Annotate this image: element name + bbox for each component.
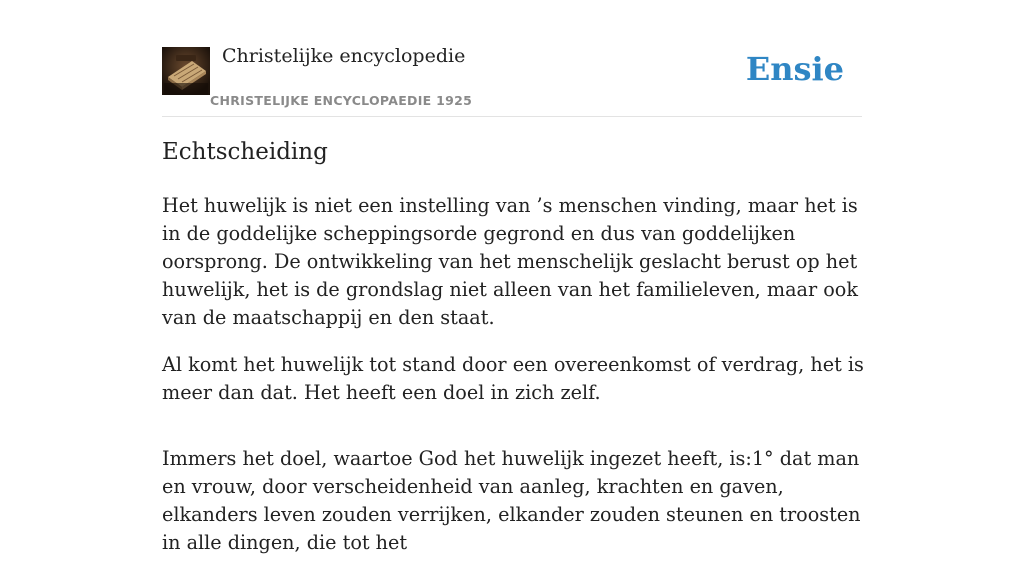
avatar[interactable] <box>162 47 210 95</box>
article-title: Echtscheiding <box>162 139 328 165</box>
article-paragraph: Al komt het huwelijk tot stand door een overeenkomst of verdrag, het is meer dan dat. Het heeft een doel in zich zelf. <box>162 353 864 404</box>
brand-logo[interactable]: Ensie <box>745 50 844 88</box>
book-thumbnail-icon <box>162 47 210 95</box>
site-header <box>162 46 862 117</box>
site-subtitle: CHRISTELIJKE ENCYCLOPAEDIE 1925 <box>210 93 473 108</box>
site-title[interactable]: Christelijke encyclopedie <box>222 45 466 67</box>
article-body <box>162 192 866 576</box>
article-paragraph: Het huwelijk is niet een instelling van ’s menschen vinding, maar het is in de goddelijke scheppingsorde gegrond en dus van goddelijken oorsprong. De ontwikkeling van het menschelijk geslacht berust op het huwelijk, het is de grondslag niet alleen van het familieleven, maar ook van de maatschappij en den staat. <box>162 194 858 329</box>
article-paragraph: Immers het doel, waartoe God het huwelijk ingezet heeft, is:1° dat man en vrouw, door verscheidenheid van aanleg, krachten en gaven, elkanders leven zouden verrijken, elkander zouden steunen en troosten in alle dingen, die tot het <box>162 447 861 554</box>
